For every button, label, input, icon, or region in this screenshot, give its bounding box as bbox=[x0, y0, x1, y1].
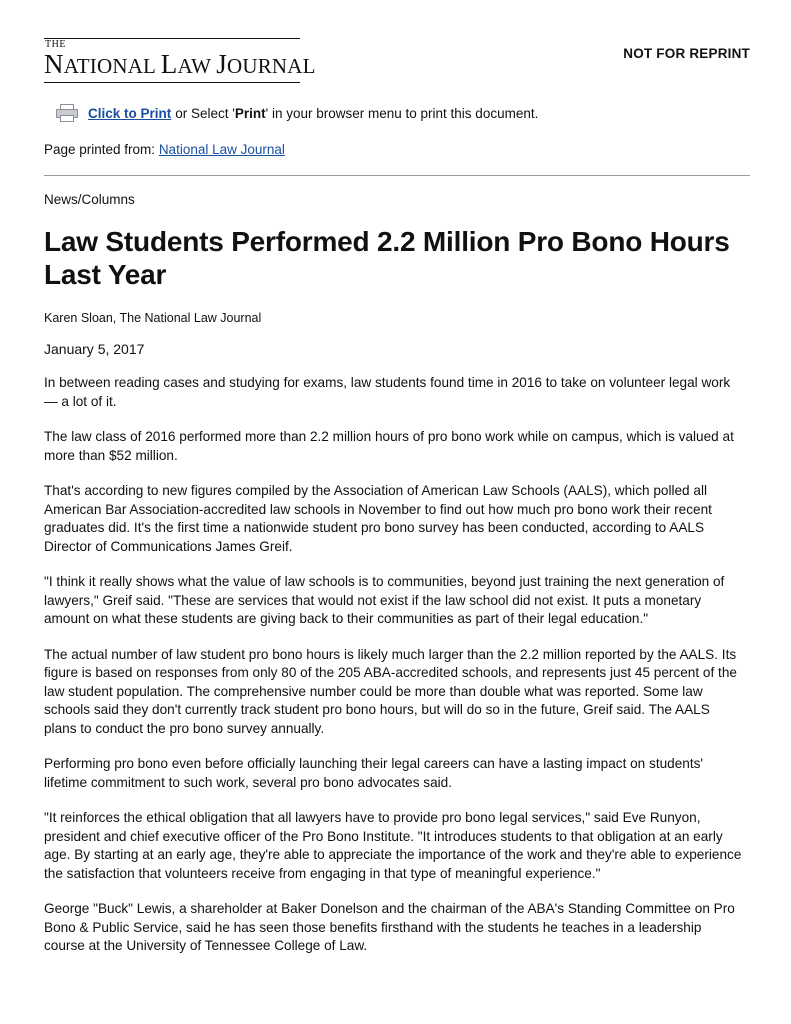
paragraph: "I think it really shows what the value of law schools is to communities, beyond just training the next generation of lawyers," Greif said. "These are services that would not exist if the law school did not exist. It puts a monetary amount on what these students are giving back to their communities as part of their legal education." bbox=[44, 574, 725, 626]
logo-ournal: OURNAL bbox=[226, 54, 316, 78]
national-law-journal-logo bbox=[44, 36, 316, 83]
print-instruction-text bbox=[175, 106, 538, 121]
paragraph: The law class of 2016 performed more than 2.2 million hours of pro bono work while on campus, which is valued at more than $52 million. bbox=[44, 429, 734, 463]
source-publication-link[interactable]: National Law Journal bbox=[158, 142, 285, 157]
masthead bbox=[44, 36, 750, 84]
paragraph: Performing pro bono even before officially launching their legal careers can have a lasting impact on students' lifetime commitment to such work, several pro bono advocates said. bbox=[44, 756, 704, 790]
print-text-before: or Select ' bbox=[175, 105, 235, 121]
click-to-print-link[interactable]: Click to Print bbox=[88, 105, 172, 121]
print-keyword: Print bbox=[234, 105, 266, 121]
print-text-after: ' in your browser menu to print this document. bbox=[265, 105, 539, 121]
paragraph: In between reading cases and studying for exams, law students found time in 2016 to take on volunteer legal work — a lot of it. bbox=[44, 375, 731, 409]
logo-rule-bottom bbox=[44, 82, 300, 83]
logo-n: N bbox=[44, 49, 64, 79]
printed-from-label: Page printed from: bbox=[44, 142, 159, 157]
paragraph: That's according to new figures compiled by the Association of American Law Schools (AALS), which polled all American Bar Association-accredited law schools in November to find out how much pro bono work their recent graduates did. It's the first time a nationwide student pro bono survey has been conducted, according to AALS Director of Communications James Greif. bbox=[44, 483, 712, 554]
logo-aw: AW bbox=[177, 54, 217, 78]
publish-date: January 5, 2017 bbox=[44, 341, 145, 357]
logo-l: L bbox=[160, 49, 178, 79]
paragraph: George "Buck" Lewis, a shareholder at Baker Donelson and the chairman of the ABA's Standing Committee on Pro Bono & Public Service, said he has seen those benefits firsthand with the students he teaches in a leadership course at the University of Tennessee College of Law. bbox=[44, 901, 735, 953]
logo-rule-top bbox=[44, 38, 300, 39]
section-label: News/Columns bbox=[44, 192, 135, 207]
article-body bbox=[44, 374, 750, 956]
logo-j: J bbox=[216, 49, 227, 79]
paragraph: "It reinforces the ethical obligation that all lawyers have to provide pro bono legal services," said Eve Runyon, president and chief executive officer of the Pro Bono Institute. "It introduces students to that obligation at an early age. By starting at an early age, they're able to appreciate the importance of the work and they're able to experience the satisfaction that volunteers receive from engaging in that type of meaningful experience." bbox=[44, 810, 742, 881]
page-title: Law Students Performed 2.2 Million Pro Bono Hours Last Year bbox=[44, 226, 730, 290]
print-instruction-bar bbox=[56, 104, 750, 122]
page-content bbox=[44, 36, 750, 956]
page-printed-from bbox=[44, 142, 750, 157]
paragraph: The actual number of law student pro bono hours is likely much larger than the 2.2 million reported by the AALS. Its figure is based on responses from only 80 of the 205 ABA-accredited schools, and represents just 45 percent of the law student population. The comprehensive number could be more than double what was reported. Some law schools said they don't currently track student pro bono hours, but will do so in the future, Greif said. The AALS plans to conduct the pro bono survey annually. bbox=[44, 646, 737, 736]
logo-wordmark bbox=[44, 49, 316, 80]
printer-icon bbox=[56, 104, 78, 122]
logo-ational: ATIONAL bbox=[63, 54, 161, 78]
not-for-reprint-notice: NOT FOR REPRINT bbox=[623, 46, 750, 61]
byline: Karen Sloan, The National Law Journal bbox=[44, 311, 262, 325]
divider-rule bbox=[44, 175, 750, 176]
logo-the-text: THE bbox=[45, 39, 66, 50]
